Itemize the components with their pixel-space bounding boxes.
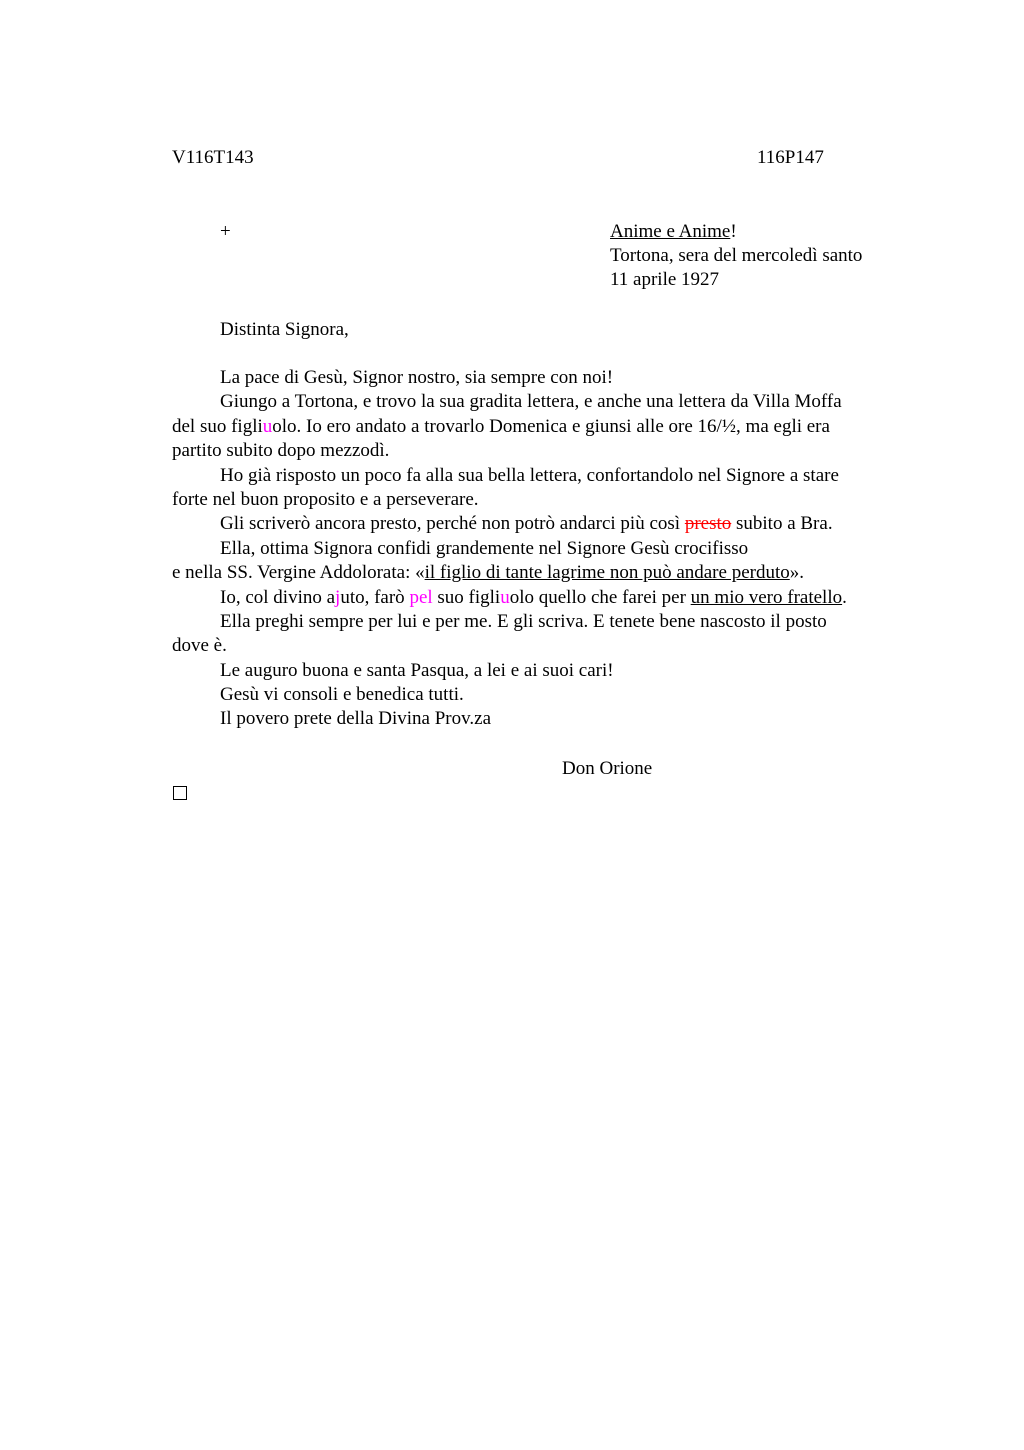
correction-insert: u: [262, 415, 273, 437]
document-code-left: V116T143: [172, 147, 254, 168]
motto-underlined: Anime e Anime: [610, 221, 731, 242]
body-line: [172, 561, 892, 585]
body-line: forte nel buon proposito e a perseverare.: [172, 488, 479, 510]
body-line: Ella preghi sempre per lui e per me. E gli scriva. E tenete bene nascosto il posto: [220, 610, 827, 632]
salutation: Distinta Signora,: [220, 319, 349, 340]
body-line: [172, 512, 892, 536]
correction-insert: j: [335, 586, 341, 608]
correction-insert: pel: [409, 586, 433, 608]
text-span: del suo figli: [172, 415, 263, 437]
text-span: Io, col divino a: [220, 586, 336, 608]
text-span: .: [842, 586, 847, 608]
body-line: Ho già risposto un poco fa alla sua bella lettera, confortandolo nel Signore a stare: [220, 464, 839, 486]
motto-end: !: [730, 221, 737, 242]
body-line: [172, 415, 892, 439]
text-span: ».: [789, 562, 804, 584]
place-date-line: Tortona, sera del mercoledì santo: [610, 245, 863, 266]
body-line: Giungo a Tortona, e trovo la sua gradita lettera, e anche una lettera da Villa Moffa: [220, 391, 842, 413]
text-span: uto, farò: [340, 586, 410, 608]
body-line: dove è.: [172, 635, 227, 657]
text-span: suo figli: [432, 586, 501, 608]
document-code-right: 116P147: [757, 147, 824, 168]
letter-heading: [610, 220, 862, 292]
end-marker-box: [173, 786, 187, 800]
signature: Don Orione: [562, 758, 653, 779]
letter-body: [172, 366, 892, 732]
body-line: Il povero prete della Divina Prov.za: [220, 708, 492, 730]
cross-symbol: +: [220, 221, 231, 242]
body-line: La pace di Gesù, Signor nostro, sia sempre con noi!: [220, 367, 614, 388]
correction-insert: u: [500, 586, 510, 608]
text-span: olo. Io ero andato a trovarlo Domenica e giunsi alle ore 16/½, ma egli era: [272, 415, 830, 437]
body-line: Le auguro buona e santa Pasqua, a lei e ai suoi cari!: [220, 659, 614, 681]
body-line: Gesù vi consoli e benedica tutti.: [220, 684, 464, 706]
text-span: olo quello che farei per: [509, 586, 691, 608]
text-span: e nella SS. Vergine Addolorata: «: [172, 562, 425, 584]
motto-line: [610, 220, 862, 244]
date-line: 11 aprile 1927: [610, 269, 720, 290]
text-span: Gli scriverò ancora presto, perché non potrò andarci più così: [220, 513, 685, 535]
text-span: subito a Bra.: [731, 513, 833, 535]
deleted-word: presto: [684, 513, 732, 535]
underlined-phrase: un mio vero fratello: [690, 586, 843, 608]
body-line: partito subito dopo mezzodì.: [172, 440, 390, 462]
body-line: Ella, ottima Signora confidi grandemente nel Signore Gesù crocifisso: [220, 537, 749, 559]
body-line: [172, 586, 892, 610]
quoted-underlined: il figlio di tante lagrime non può andare perduto: [424, 562, 790, 584]
